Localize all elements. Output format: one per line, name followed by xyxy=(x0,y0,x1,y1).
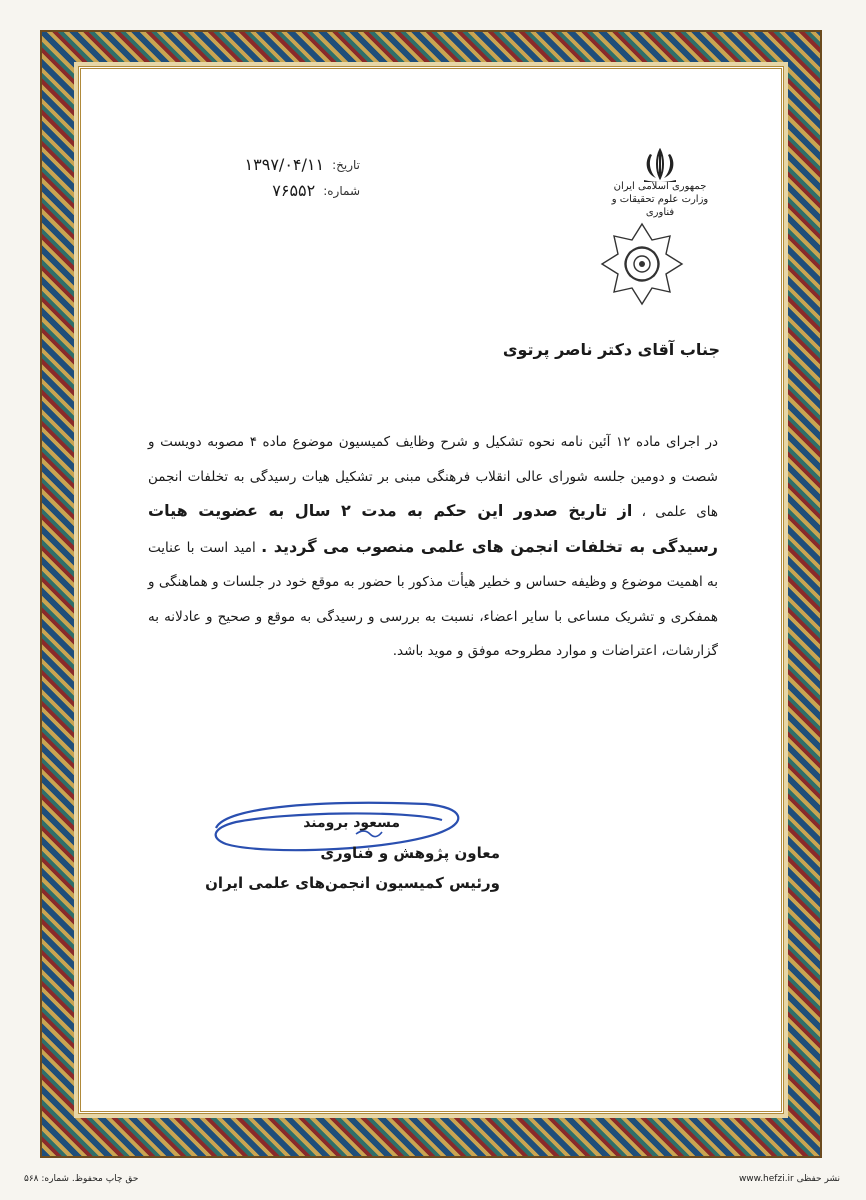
body-text-normal: در اجرای ماده ۱۲ آئین نامه نحوه تشکیل و شرح وظایف کمیسیون موضوع ماده ۴ مصوبه دویست و شصت و دومین جلسه شورای عالی انقلاب فرهنگی مبنی بر تشکیل هیات رسیدگی به تخلفات انجمن های علمی ، xyxy=(148,434,718,520)
salutation: جناب آقای دکتر ناصر پرتوی xyxy=(502,340,720,359)
body-text-rest: امید است با عنایت به اهمیت موضوع و وظیفه حساس و خطیر هیأت مذکور با حضور به موقع خود در جلسات و هماهنگی و همفکری و تشریک مساعی با سایر اعضاء، نسبت به بررسی و رسیدگی به موقع و صحیح و عادلانه به گزارشات، اعتراضات و موارد مطروحه موفق و موید باشد. xyxy=(148,539,718,659)
signatory-block xyxy=(200,808,500,898)
signatory-name: مسعود برومند xyxy=(303,815,400,831)
letter-body xyxy=(148,425,718,669)
body-text-bold: از تاریخ صدور این حکم به مدت ۲ سال به عضویت هیات رسیدگی به تخلفات انجمن های علمی منصوب می گردید . xyxy=(148,501,718,556)
footer-copyright: حق چاپ محفوظ. شماره: ۵۶۸ xyxy=(24,1174,139,1184)
islamic-motif-icon xyxy=(600,222,684,306)
number-row xyxy=(200,178,360,204)
ministry-header xyxy=(600,180,720,219)
number-value: ۷۶۵۵۲ xyxy=(272,181,316,200)
ministry-line-1: جمهوری اسلامی ایران xyxy=(613,181,707,192)
date-value: ۱۳۹۷/۰۴/۱۱ xyxy=(244,155,325,174)
date-row xyxy=(200,152,360,178)
signatory-title-2: ورئیس کمیسیون انجمن‌های علمی ایران xyxy=(205,874,500,892)
number-label: شماره: xyxy=(323,184,360,198)
iran-emblem-icon xyxy=(636,148,684,182)
signatory-title-1: معاون پژوهش و فناوری xyxy=(320,844,500,862)
date-label: تاریخ: xyxy=(332,158,360,172)
footer-publisher: www.hefzi.ir نشر حفظی xyxy=(738,1174,840,1184)
date-number-block xyxy=(200,152,360,204)
ministry-line-2: وزارت علوم تحقیقات و فناوری xyxy=(611,194,709,218)
